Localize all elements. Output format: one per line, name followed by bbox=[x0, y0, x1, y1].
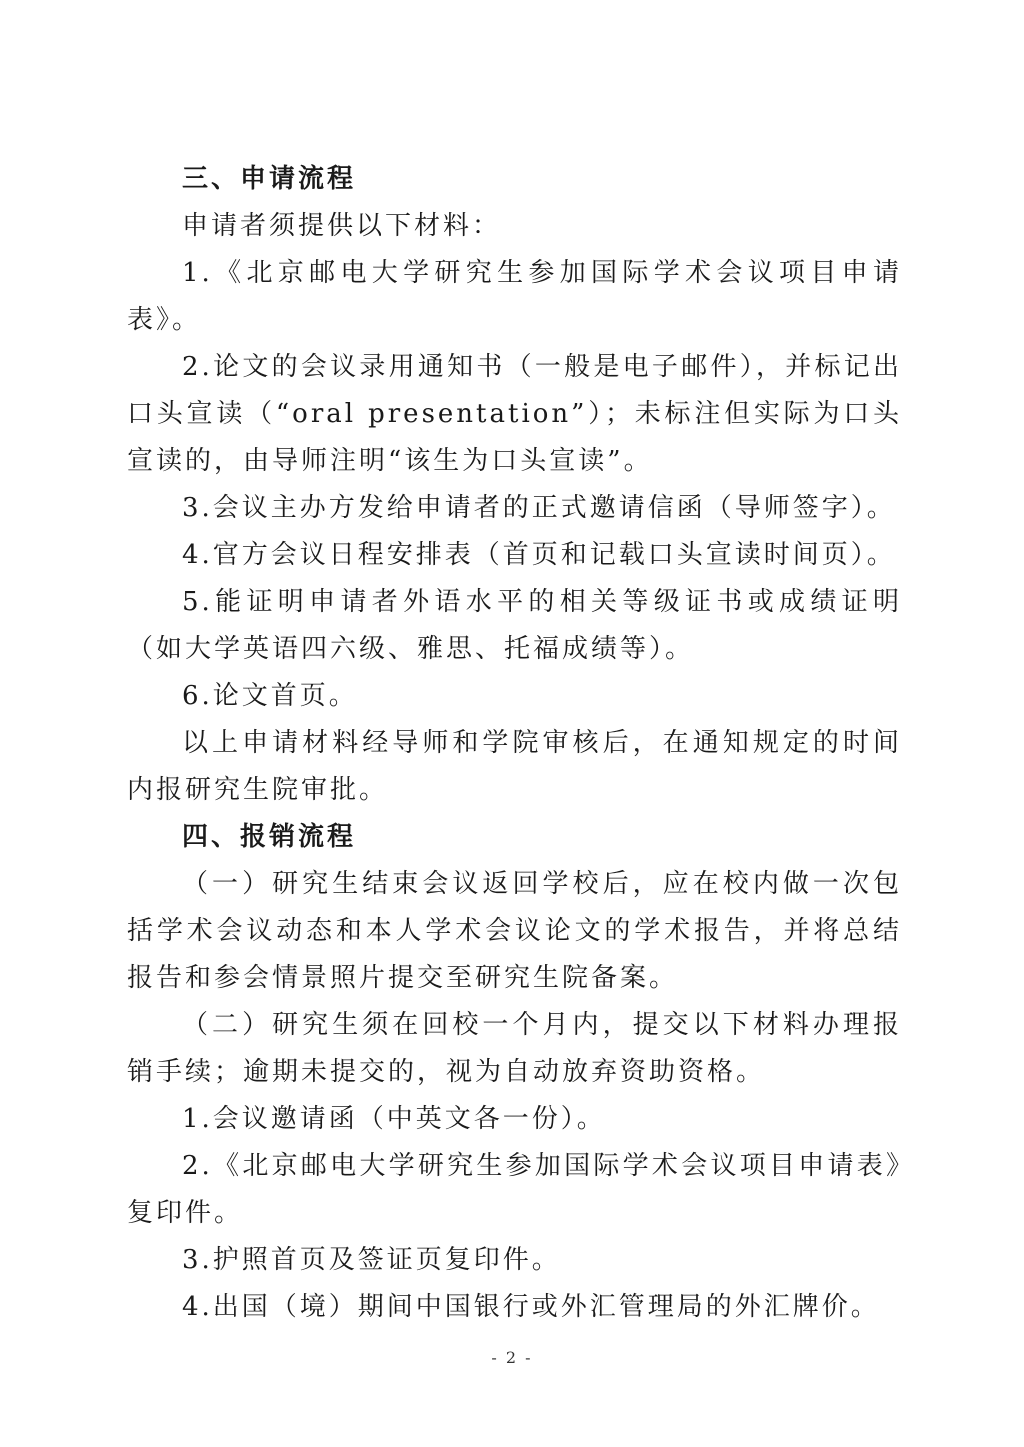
list-item-paper-first-page: 6.论文首页。 bbox=[182, 681, 358, 711]
list-item-application-form-copy: 2.《北京邮电大学研究生参加国际学术会议项目申请表》复印件。 bbox=[127, 1151, 902, 1228]
list-item-invitation-letter: 3.会议主办方发给申请者的正式邀请信函（导师签字）。 bbox=[182, 493, 896, 523]
paragraph-academic-report: （一）研究生结束会议返回学校后，应在校内做一次包括学术会议动态和本人学术会议论文的学术报告，并将总结报告和参会情景照片提交至研究生院备案。 bbox=[127, 869, 902, 993]
list-item-invitation-bilingual: 1.会议邀请函（中英文各一份）。 bbox=[182, 1104, 606, 1134]
paragraph-review-approval: 以上申请材料经导师和学院审核后，在通知规定的时间内报研究生院审批。 bbox=[127, 728, 902, 805]
list-item-passport-visa-copy: 3.护照首页及签证页复印件。 bbox=[182, 1245, 561, 1275]
section-heading-application-process: 三、申请流程 bbox=[182, 164, 357, 194]
list-item-language-certificate: 5.能证明申请者外语水平的相关等级证书或成绩证明（如大学英语四六级、雅思、托福成绩等）。 bbox=[127, 587, 902, 664]
list-item-application-form: 1.《北京邮电大学研究生参加国际学术会议项目申请表》。 bbox=[127, 258, 902, 335]
page-number: - 2 - bbox=[491, 1348, 533, 1367]
paragraph-reimbursement-deadline: （二）研究生须在回校一个月内，提交以下材料办理报销手续；逾期未提交的，视为自动放弃资助资格。 bbox=[127, 1010, 902, 1087]
list-item-exchange-rate: 4.出国（境）期间中国银行或外汇管理局的外汇牌价。 bbox=[182, 1292, 880, 1322]
list-item-acceptance-notice: 2.论文的会议录用通知书（一般是电子邮件），并标记出口头宣读（“oral presentation”）；未标注但实际为口头宣读的，由导师注明“该生为口头宣读”。 bbox=[127, 352, 902, 476]
list-item-conference-schedule: 4.官方会议日程安排表（首页和记载口头宣读时间页）。 bbox=[182, 540, 896, 570]
document-body bbox=[127, 156, 902, 1331]
section-heading-reimbursement-process: 四、报销流程 bbox=[182, 822, 357, 852]
paragraph-materials-intro: 申请者须提供以下材料： bbox=[182, 211, 502, 241]
